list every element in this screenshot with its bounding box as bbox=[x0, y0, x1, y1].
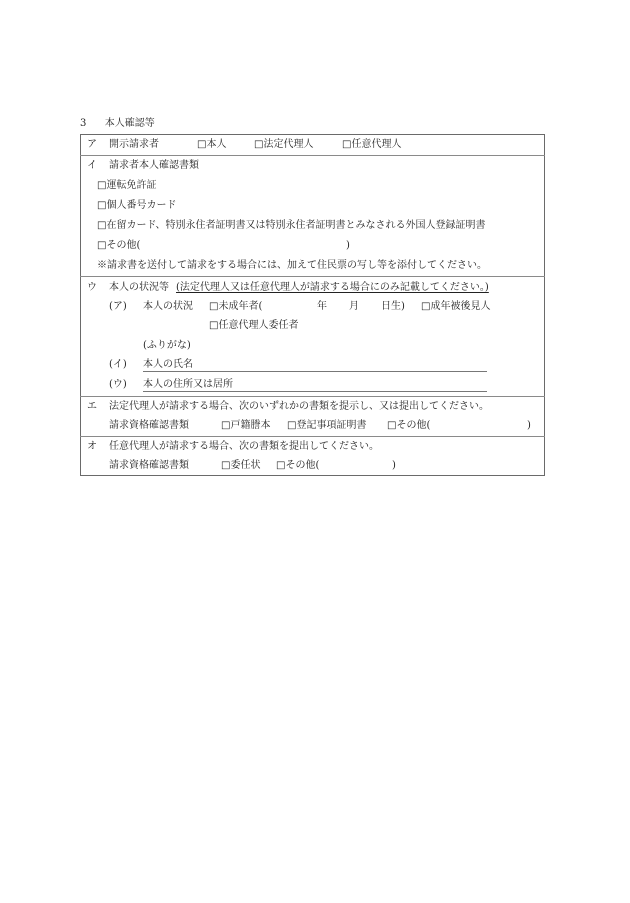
address-marker: (ウ) bbox=[109, 379, 127, 390]
checkbox-minor[interactable]: □未成年者( bbox=[209, 301, 263, 312]
checkbox-legal-agent[interactable]: □法定代理人 bbox=[254, 139, 314, 150]
principal-address-label: 本人の住所又は居所 bbox=[143, 379, 233, 390]
checkbox-family-register[interactable]: □戸籍謄本 bbox=[221, 420, 271, 431]
checkbox-registry-certificate[interactable]: □登記事項証明書 bbox=[287, 420, 367, 431]
checkbox-voluntary-principal[interactable]: □任意代理人委任者 bbox=[209, 320, 299, 331]
requester-label: 開示請求者 bbox=[109, 139, 159, 150]
checkbox-voluntary-other[interactable]: □その他( bbox=[276, 460, 320, 471]
checkbox-adult-ward[interactable]: □成年被後見人 bbox=[421, 301, 491, 312]
checkbox-my-number-card[interactable]: □個人番号カード bbox=[97, 200, 177, 211]
voluntary-other-close-paren: ) bbox=[392, 460, 396, 471]
legal-agent-instruction: 法定代理人が請求する場合、次のいずれかの書類を提示し、又は提出してください。 bbox=[109, 401, 489, 412]
status-marker: (ア) bbox=[109, 301, 127, 312]
name-marker: (イ) bbox=[109, 359, 127, 370]
section-number: 3 bbox=[80, 118, 87, 129]
section-heading bbox=[80, 118, 155, 130]
row-marker: ウ bbox=[87, 282, 97, 293]
legal-other-close-paren: ) bbox=[527, 420, 531, 431]
row-marker: ア bbox=[87, 139, 97, 150]
furigana-label: (ふりがな) bbox=[143, 340, 191, 351]
checkbox-legal-other[interactable]: □その他( bbox=[387, 420, 431, 431]
section-title: 本人確認等 bbox=[104, 118, 155, 129]
row-marker: イ bbox=[87, 160, 97, 171]
other-id-close-paren: ) bbox=[346, 240, 350, 251]
id-documents-label: 請求者本人確認書類 bbox=[109, 160, 199, 171]
checkbox-power-of-attorney[interactable]: □委任状 bbox=[221, 460, 261, 471]
principal-status-note: (法定代理人又は任意代理人が請求する場合にのみ記載してください。) bbox=[176, 282, 489, 293]
principal-name-field[interactable] bbox=[143, 371, 487, 372]
checkbox-other-id[interactable]: □その他( bbox=[97, 240, 141, 251]
mail-note: ※請求書を送付して請求をする場合には、加えて住民票の写し等を添付してください。 bbox=[97, 260, 487, 271]
voluntary-agent-doc-label: 請求資格確認書類 bbox=[109, 460, 189, 471]
principal-status-label: 本人の状況等 bbox=[109, 282, 169, 293]
principal-name-label: 本人の氏名 bbox=[143, 359, 193, 370]
birth-day-label: 日生) bbox=[381, 301, 405, 312]
voluntary-agent-instruction: 任意代理人が請求する場合、次の書類を提出してください。 bbox=[109, 441, 379, 452]
checkbox-self[interactable]: □本人 bbox=[197, 139, 227, 150]
checkbox-drivers-license[interactable]: □運転免許証 bbox=[97, 180, 157, 191]
checkbox-voluntary-agent[interactable]: □任意代理人 bbox=[342, 139, 402, 150]
row-divider bbox=[80, 276, 545, 277]
row-divider bbox=[80, 396, 545, 397]
legal-agent-doc-label: 請求資格確認書類 bbox=[109, 420, 189, 431]
status-label: 本人の状況 bbox=[143, 301, 193, 312]
row-marker: オ bbox=[87, 441, 97, 452]
checkbox-residence-card[interactable]: □在留カード、特別永住者証明書又は特別永住者証明書とみなされる外国人登録証明書 bbox=[97, 220, 486, 231]
birth-year-label: 年 bbox=[317, 301, 327, 312]
row-marker: エ bbox=[87, 401, 97, 412]
row-divider bbox=[80, 436, 545, 437]
birth-month-label: 月 bbox=[349, 301, 359, 312]
principal-address-field[interactable] bbox=[143, 391, 487, 392]
row-divider bbox=[80, 155, 545, 156]
